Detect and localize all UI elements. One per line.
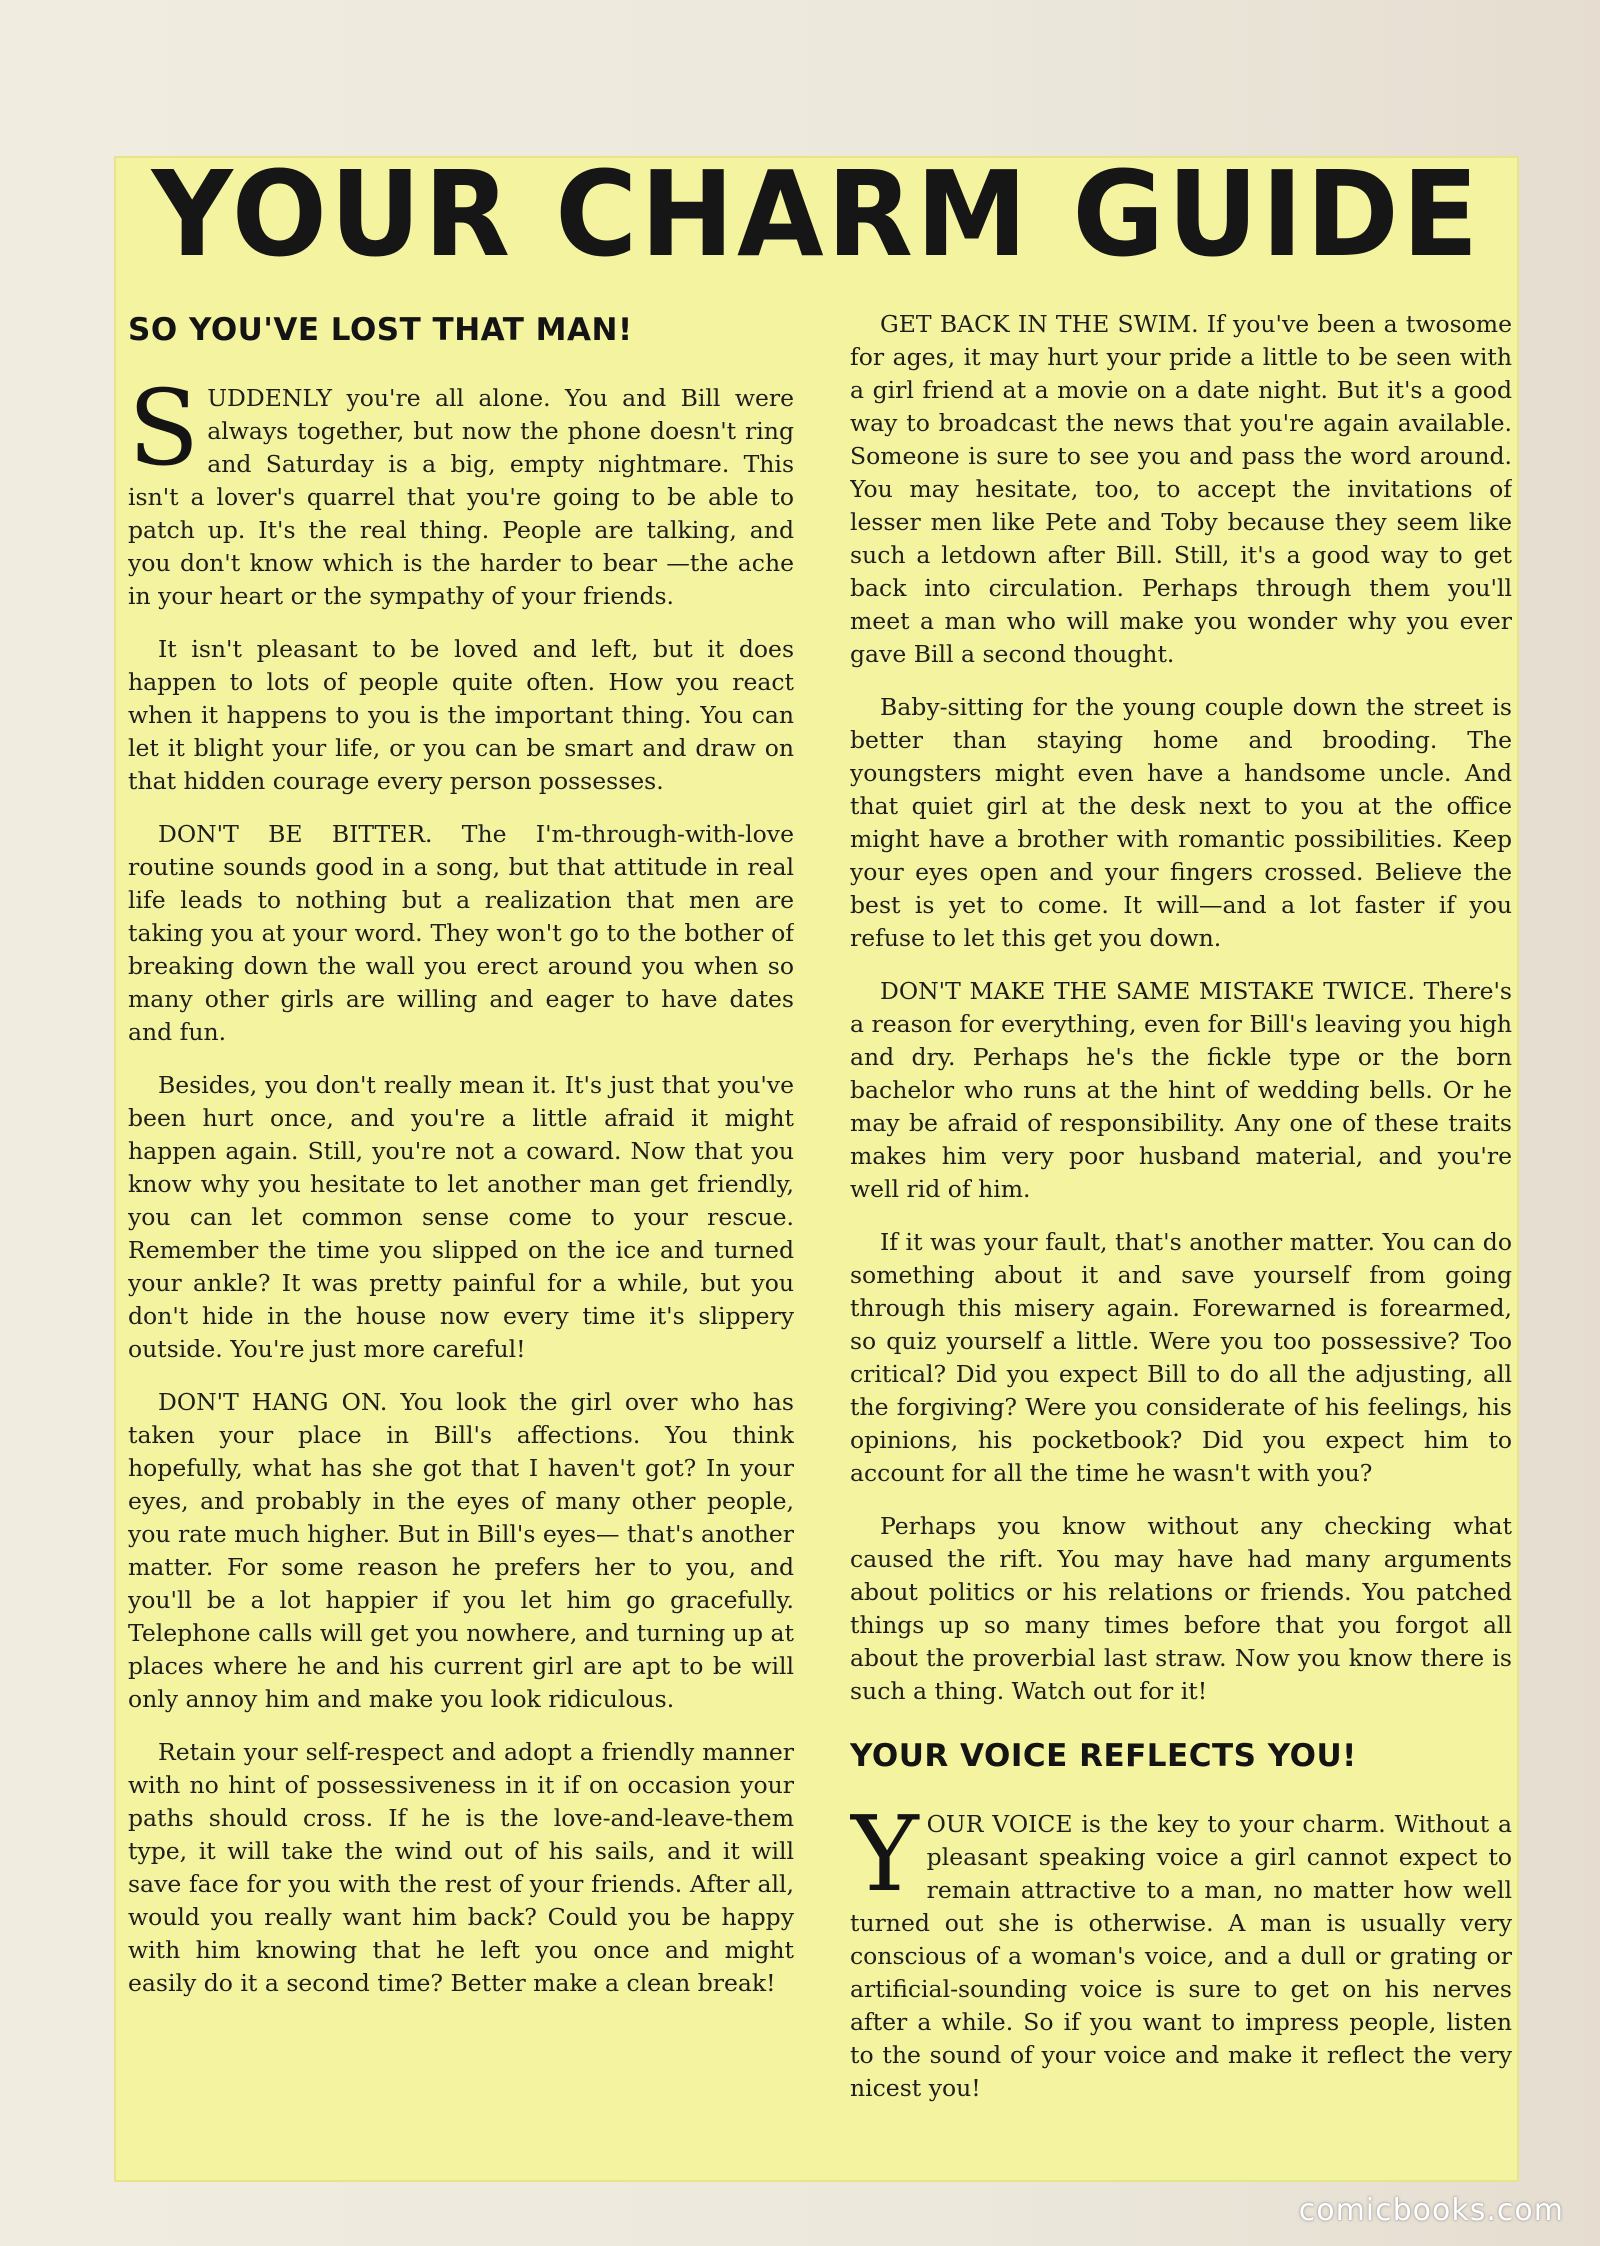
article-paragraph: Retain your self-respect and adopt a friendly manner with no hint of possessiveness in it if on occasion your paths should cross. If he is the love-and-leave-them type, it will take the wind out of his sails, and it will save face for you with the rest of your friends. After all, would you really want him back? Could you be happy with him knowing that he left you once and might easily do it a second time? Better make a clean break! (128, 1738, 794, 1997)
page-title: YOUR CHARM GUIDE (151, 146, 1482, 284)
left-column (128, 308, 794, 2168)
article-paragraph: Besides, you don't really mean it. It's just that you've been hurt once, and you're a little afraid it might happen again. Still, you're not a coward. Now that you know why you hesitate to let another man get friendly, you can let common sense come to your rescue. Remember the time you slipped on the ice and turned your ankle? It was pretty painful for a while, but you don't hide in the house now every time it's slippery outside. You're just more careful! (128, 1071, 794, 1363)
article-paragraph: Baby-sitting for the young couple down the street is better than staying home and brooding. The youngsters might even have a handsome uncle. And that quiet girl at the desk next to you at the office might have a brother with romantic possibilities. Keep your eyes open and your fingers crossed. Believe the best is yet to come. It will—and a lot faster if you refuse to let this get you down. (850, 693, 1512, 952)
section-heading-lost-man: SO YOU'VE LOST THAT MAN! (128, 312, 633, 348)
article-paragraph: SUDDENLY you're all alone. You and Bill were always together, but now the phone doesn't ring and Saturday is a big, empty nightmare. This isn't a lover's quarrel that you're going to be able to patch up. It's the real thing. People are talking, and you don't know which is the harder to bear —the ache in your heart or the sympathy of your friends. (128, 367, 794, 610)
right-column (850, 308, 1512, 2168)
article-paragraph: If it was your fault, that's another matter. You can do something about it and save yourself from going through this misery again. Forewarned is forearmed, so quiz yourself a little. Were you too possessive? Too critical? Did you expect Bill to do all the adjusting, all the forgiving? Were you considerate of his feelings, his opinions, his pocketbook? Did you expect him to account for all the time he wasn't with you? (850, 1228, 1512, 1487)
article-paragraph: DON'T HANG ON. You look the girl over who has taken your place in Bill's affections. You think hopefully, what has she got that I haven't got? In your eyes, and probably in the eyes of many other people, you rate much higher. But in Bill's eyes— that's another matter. For some reason he prefers her to you, and you'll be a lot happier if you let him go gracefully. Telephone calls will get you nowhere, and turning up at places where he and his current girl are apt to be will only annoy him and make you look ridiculous. (128, 1388, 794, 1713)
article-paragraph: GET BACK IN THE SWIM. If you've been a twosome for ages, it may hurt your pride a little to be seen with a girl friend at a movie on a date night. But it's a good way to broadcast the news that you're again available. Someone is sure to see you and pass the word around. You may hesitate, too, to accept the invitations of lesser men like Pete and Toby because they seem like such a letdown after Bill. Still, it's a good way to get back into circulation. Perhaps through them you'll meet a man who will make you wonder why you ever gave Bill a second thought. (850, 310, 1512, 668)
article-paragraph: DON'T BE BITTER. The I'm-through-with-love routine sounds good in a song, but that attitude in real life leads to nothing but a realization that men are taking you at your word. They won't go to the bother of breaking down the wall you erect around you when so many other girls are willing and eager to have dates and fun. (128, 820, 794, 1046)
article-paragraph: It isn't pleasant to be loved and left, but it does happen to lots of people quite often. How you react when it happens to you is the important thing. You can let it blight your life, or you can be smart and draw on that hidden courage every person possesses. (128, 635, 794, 795)
article-paragraph: Perhaps you know without any checking what caused the rift. You may have had many arguments about politics or his relations or friends. You patched things up so many times before that you forgot all about the proverbial last straw. Now you know there is such a thing. Watch out for it! (850, 1512, 1512, 1705)
article-paragraph: YOUR VOICE is the key to your charm. Without a pleasant speaking voice a girl cannot expect to remain attractive to a man, no matter how well turned out she is otherwise. A man is usually very conscious of a woman's voice, and a dull or grating or artificial-sounding voice is sure to get on his nerves after a while. So if you want to impress people, listen to the sound of your voice and make it reflect the very nicest you! (850, 1793, 1512, 2102)
section-heading-voice: YOUR VOICE REFLECTS YOU! (850, 1738, 1357, 1774)
article-paragraph: DON'T MAKE THE SAME MISTAKE TWICE. There's a reason for everything, even for Bill's leaving you high and dry. Perhaps he's the fickle type or the born bachelor who runs at the hint of wedding bells. Or he may be afraid of responsibility. Any one of these traits makes him very poor husband material, and you're well rid of him. (850, 977, 1512, 1203)
watermark-text: comicbooks.com (1298, 2193, 1564, 2228)
